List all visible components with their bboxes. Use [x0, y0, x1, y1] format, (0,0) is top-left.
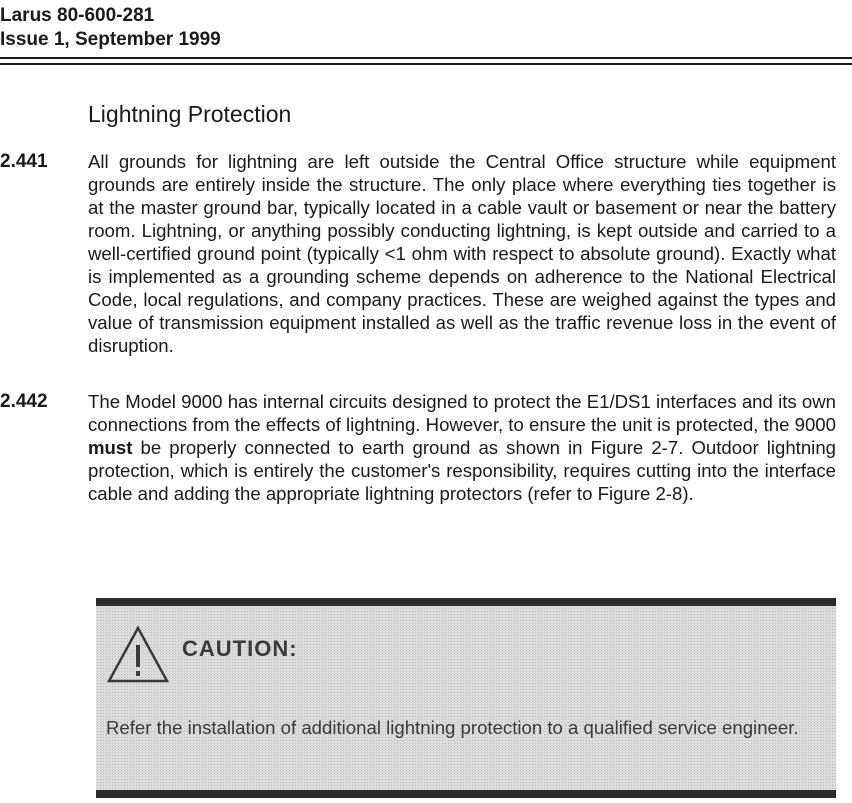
caution-label: CAUTION: — [182, 636, 298, 661]
section-title: Lightning Protection — [88, 101, 292, 127]
caution-bottom-bar — [96, 790, 836, 798]
paragraph-text-start: The Model 9000 has internal circuits designed to protect the E1/DS1 interfaces and its own connections from the effects of lightning. However, to ensure the unit is protected, the 9000 — [88, 391, 836, 435]
paragraph-emphasis: must — [88, 437, 133, 458]
paragraph-number: 2.441 — [0, 151, 48, 172]
header-rule-top — [0, 57, 852, 59]
caution-top-bar — [96, 598, 836, 606]
warning-triangle-icon — [106, 625, 170, 685]
header-rule-bottom — [0, 63, 852, 65]
paragraph-text: All grounds for lightning are left outside the Central Office structure while equipment grounds are entirely inside the structure. The only place where everything ties together is at the master ground bar, typically located in a cable vault or basement or near the battery room. Lightning, or anything possibly conducting lightning, is kept outside and carried to a well-certified ground point (typically <1 ohm with respect to absolute ground). Exactly what is implemented as a grounding scheme depends on adherence to the National Electrical Code, local regulations, and company practices. These are weighed against the types and value of transmission equipment installed as well as the traffic revenue loss in the event of disruption. — [88, 151, 836, 356]
caution-text: Refer the installation of additional lightning protection to a qualified service engineer. — [106, 717, 799, 738]
paragraph-text — [88, 390, 836, 505]
issue-date: Issue 1, September 1999 — [0, 29, 221, 50]
paragraph-number: 2.442 — [0, 391, 48, 412]
document-number: Larus 80-600-281 — [0, 5, 155, 26]
document-header — [0, 4, 221, 52]
caution-box — [96, 598, 836, 798]
paragraph-text-end: be properly connected to earth ground as shown in Figure 2-7. Outdoor lightning protection, which is entirely the customer's responsibility, requires cutting into the interface cable and adding the appropriate lightning protectors (refer to Figure 2-8). — [88, 437, 836, 504]
